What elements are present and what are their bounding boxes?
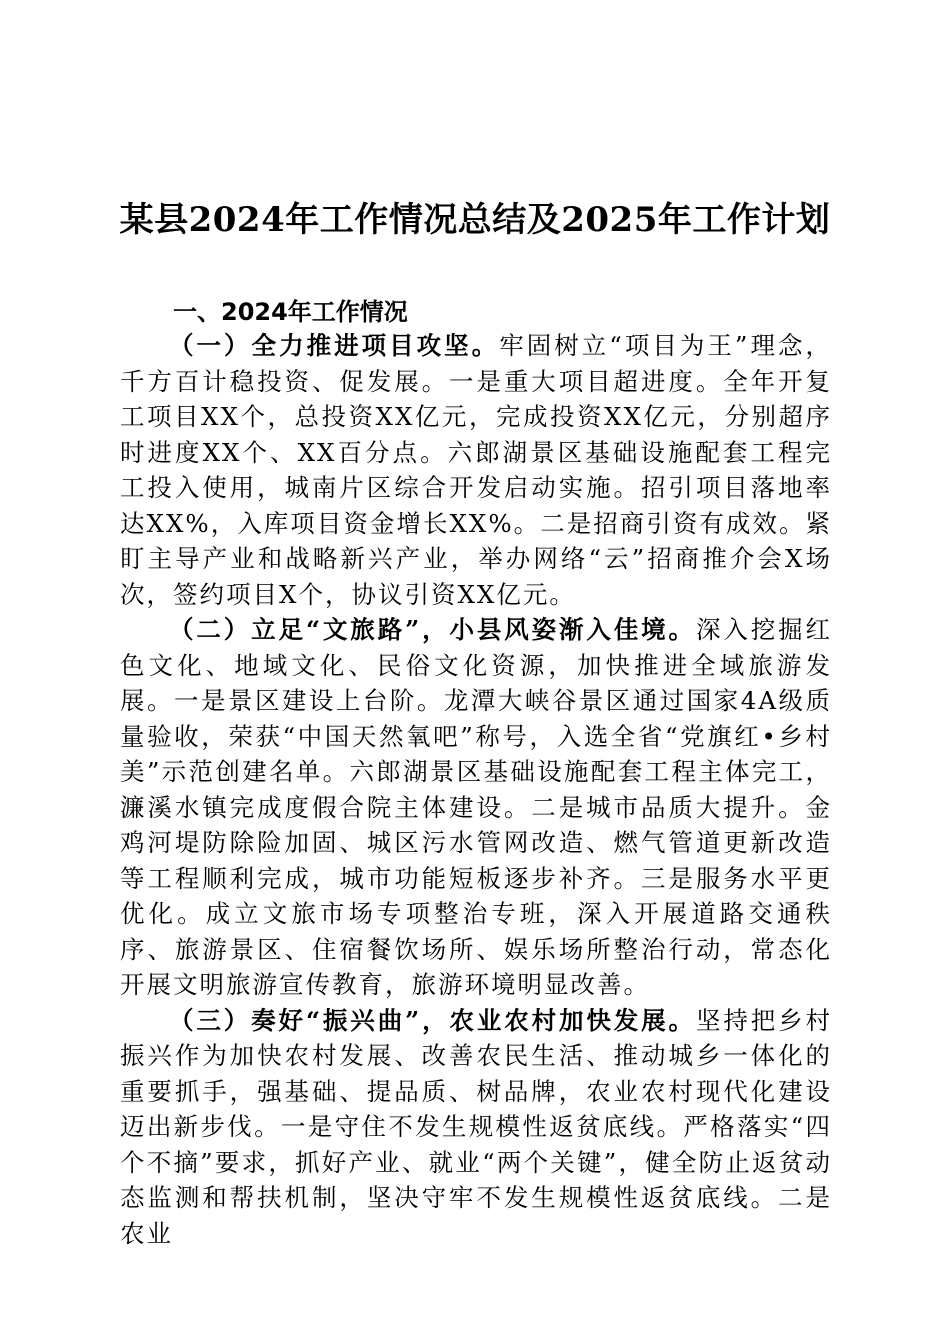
paragraph-lead: （三）奏好“振兴曲”，农业农村加快发展。 [169, 1005, 696, 1035]
paragraph-text: 深入挖掘红色文化、地域文化、民俗文化资源，加快推进全域旅游发展。一是景区建设上台阶。龙潭大峡谷景区通过国家4A级质量验收，荣获“中国天然氧吧”称号，入选全省“党旗红•乡村美”示范创建名单。六郎湖景区基础设施配套工程主体完工，濂溪水镇完成度假合院主体建设。二是城市品质大提升。金鸡河堤防除险加固、城区污水管网改造、燃气管道更新改造等工程顺利完成，城市功能短板逐步补齐。三是服务水平更优化。成立文旅市场专项整治专班，深入开展道路交通秩序、旅游景区、住宿餐饮场所、娱乐场所整治行动，常态化开展文明旅游宣传教育，旅游环境明显改善。 [120, 615, 833, 999]
section-heading: 一、2024年工作情况 [173, 298, 408, 326]
paragraph-project-push [120, 328, 832, 612]
paragraph-text: 坚持把乡村振兴作为加快农村发展、改善农民生活、推动城乡一体化的重要抓手，强基础、提品质、树品牌，农业农村现代化建设迈出新步伐。一是守住不发生规模性返贫底线。严格落实“四个不摘”要求，抓好产业、就业“两个关键”，健全防止返贫动态监测和帮扶机制，坚决守牢不发生规模性返贫底线。二是农业 [120, 1005, 833, 1248]
paragraph-text: 牢固树立“项目为王”理念，千方百计稳投资、促发展。一是重大项目超进度。全年开复工项目XX个，总投资XX亿元，完成投资XX亿元，分别超序时进度XX个、XX百分点。六郎湖景区基础设施配套工程完工投入使用，城南片区综合开发启动实施。招引项目落地率达XX%，入库项目资金增长XX%。二是招商引资有成效。紧盯主导产业和战略新兴产业，举办网络“云”招商推介会X场次，签约项目X个，协议引资XX亿元。 [120, 331, 832, 609]
paragraph-culture-tourism [120, 612, 832, 1003]
paragraph-lead: （一）全力推进项目攻坚。 [169, 331, 500, 360]
paragraph-lead: （二）立足“文旅路”，小县风姿渐入佳境。 [169, 615, 696, 644]
document-body [120, 328, 832, 1251]
paragraph-rural-revitalization [120, 1003, 832, 1252]
document-title: 某县2024年工作情况总结及2025年工作计划 [119, 200, 831, 240]
